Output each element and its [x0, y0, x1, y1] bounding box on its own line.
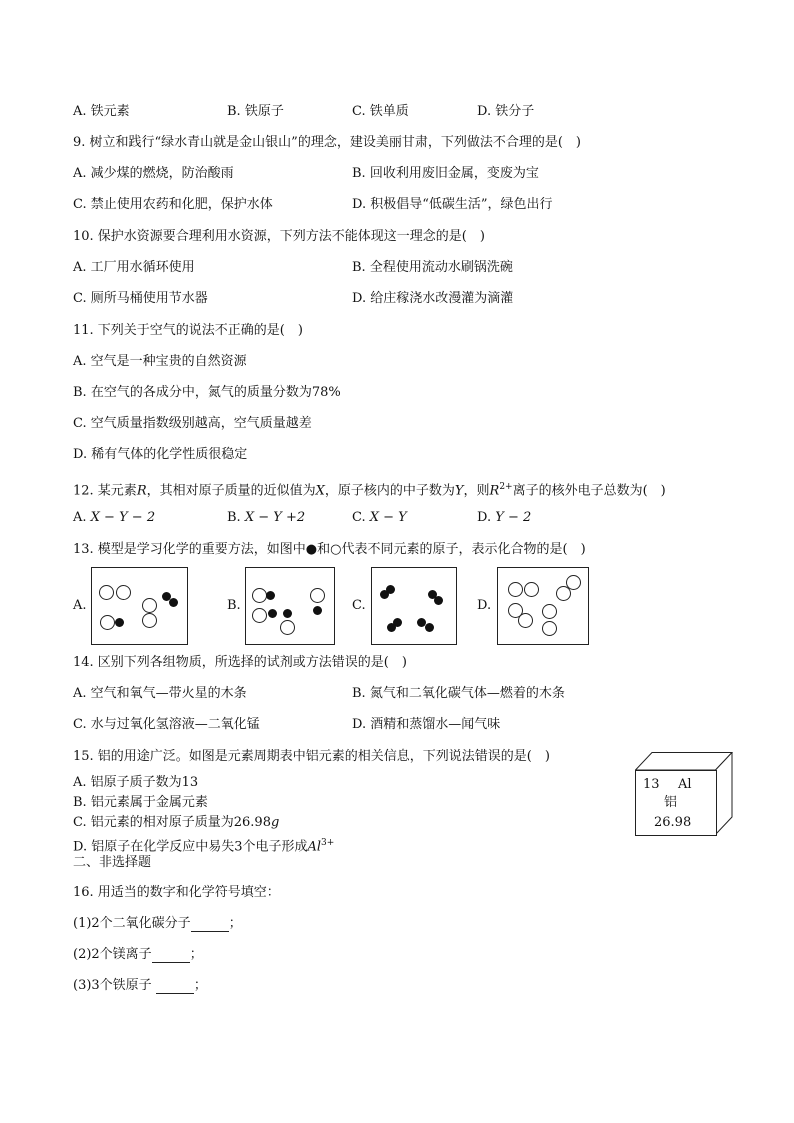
q11-stem: 11. 下列关于空气的说法不正确的是( ) [73, 323, 303, 338]
q16-part-2 [73, 947, 203, 963]
white-atom [280, 620, 295, 635]
q15-option-d-text: D. 铝原子在化学反应中易失3个电子形成 [73, 839, 308, 855]
q11-option-d: D. 稀有气体的化学性质很稳定 [73, 447, 248, 462]
q10-option-a: A. 工厂用水循环使用 [73, 260, 195, 275]
white-atom [142, 613, 157, 628]
q15-option-d-charge: 3+ [321, 838, 335, 848]
q16-part-2-text: (2)2个镁离子 [73, 947, 152, 962]
section-heading: 二、非选择题 [73, 855, 152, 870]
q9-stem: 9. 树立和践行“绿水青山就是金山银山”的理念，建设美丽甘肃，下列做法不合理的是( ) [73, 135, 581, 150]
q8-option-d: D. 铁分子 [477, 104, 535, 119]
q12-stem-mid3: ，则 [463, 483, 490, 499]
white-atom [518, 613, 533, 628]
white-atom [252, 588, 267, 603]
q12-option-c-expr: X − Y [369, 510, 407, 525]
q12-option-a [73, 510, 155, 526]
answer-blank[interactable] [156, 981, 194, 994]
black-atom [393, 618, 402, 627]
white-atom [142, 598, 157, 613]
black-atom [268, 609, 277, 618]
q8-option-c: C. 铁单质 [352, 104, 409, 119]
q12-ion-charge: 2+ [499, 482, 513, 492]
q14-option-a: A. 空气和氧气—带火星的木条 [73, 686, 247, 701]
element-number: 13 [643, 777, 660, 792]
q13-option-c-label: C. [352, 598, 366, 613]
q14-stem: 14. 区别下列各组物质，所选择的试剂或方法错误的是( ) [73, 655, 407, 670]
element-symbol: Al [678, 777, 692, 792]
q13-model-d [497, 567, 589, 645]
white-atom [542, 604, 557, 619]
white-atom [310, 588, 325, 603]
black-atom [425, 623, 434, 632]
white-atom [542, 621, 557, 636]
q9-option-c: C. 禁止使用农药和化肥，保护水体 [73, 197, 273, 212]
element-mass: 26.98 [654, 815, 692, 830]
black-atom [115, 618, 124, 627]
q12-option-c-label: C. [352, 510, 366, 525]
q11-option-b: B. 在空气的各成分中，氮气的质量分数为78% [73, 385, 341, 400]
q13-option-b-label: B. [227, 598, 241, 613]
q15-stem: 15. 铝的用途广泛。如图是元素周期表中铝元素的相关信息，下列说法错误的是( ) [73, 749, 550, 764]
q8-option-a: A. 铁元素 [73, 104, 130, 119]
q16-part-3 [73, 978, 207, 994]
q15-option-b: B. 铝元素属于金属元素 [73, 795, 208, 810]
q12-var-y: Y [454, 483, 464, 499]
q12-var-x: X [315, 483, 325, 499]
black-atom [434, 596, 443, 605]
q14-option-c: C. 水与过氧化氢溶液—二氧化锰 [73, 717, 260, 732]
q10-option-b: B. 全程使用流动水刷锅洗碗 [352, 260, 513, 275]
q15-option-d-ion: Al [307, 839, 322, 855]
q12-option-b-label: B. [227, 510, 241, 525]
q9-option-d: D. 积极倡导“低碳生活”，绿色出行 [352, 197, 553, 212]
q8-option-b: B. 铁原子 [227, 104, 284, 119]
q12-option-d-expr: Y − 2 [495, 510, 532, 525]
q15-option-c-unit: g [270, 815, 280, 830]
black-atom [386, 585, 395, 594]
q12-stem-mid1: ，其相对原子质量的近似值为 [146, 483, 316, 499]
element-tile-aluminum [635, 770, 717, 836]
white-atom [508, 582, 523, 597]
black-atom [266, 591, 275, 600]
white-atom [116, 585, 131, 600]
q12-stem [73, 479, 666, 499]
q12-ion-r: R [489, 483, 500, 499]
q14-option-d: D. 酒精和蒸馏水—闻气味 [352, 717, 501, 732]
q13-stem: 13. 模型是学习化学的重要方法，如图中●和○代表不同元素的原子，表示化合物的是( ) [73, 542, 586, 557]
q13-option-d-label: D. [477, 598, 492, 613]
q12-option-b-expr: X − Y +2 [244, 510, 306, 525]
q10-stem: 10. 保护水资源要合理利用水资源，下列方法不能体现这一理念的是( ) [73, 229, 485, 244]
q15-option-c-text: C. 铝元素的相对原子质量为26.98 [73, 815, 271, 830]
q13-model-c [371, 567, 457, 645]
answer-blank[interactable] [191, 919, 229, 932]
q12-option-d-label: D. [477, 510, 492, 525]
q13-model-a [91, 567, 188, 645]
white-atom [100, 615, 115, 630]
q16-part-3-text: (3)3个铁原子 [73, 978, 156, 993]
q9-option-b: B. 回收利用废旧金属，变废为宝 [352, 166, 539, 181]
white-atom [524, 582, 539, 597]
q10-option-d: D. 给庄稼浇水改漫灌为滴灌 [352, 291, 514, 306]
q15-option-c [73, 815, 279, 831]
q13-model-b [245, 567, 335, 645]
q11-option-c: C. 空气质量指数级别越高，空气质量越差 [73, 416, 312, 431]
white-atom [99, 585, 114, 600]
q16-part-3-end: ； [193, 978, 207, 993]
q16-part-1-end: ； [228, 916, 242, 931]
black-atom [169, 598, 178, 607]
q12-option-d [477, 510, 531, 526]
q12-stem-pre: 12. 某元素 [73, 483, 137, 499]
q16-part-1-text: (1)2个二氧化碳分子 [73, 916, 191, 931]
q9-option-a: A. 减少煤的燃烧，防治酸雨 [73, 166, 234, 181]
black-atom [313, 606, 322, 615]
q12-option-a-label: A. [73, 510, 87, 525]
q16-part-1 [73, 916, 242, 932]
q13-option-a-label: A. [73, 598, 87, 613]
q14-option-b: B. 氮气和二氧化碳气体—燃着的木条 [352, 686, 565, 701]
q15-option-a: A. 铝原子质子数为13 [73, 775, 199, 790]
black-atom [283, 609, 292, 618]
q12-var-r: R [136, 483, 147, 499]
q11-option-a: A. 空气是一种宝贵的自然资源 [73, 354, 247, 369]
q10-option-c: C. 厕所马桶使用节水器 [73, 291, 208, 306]
white-atom [556, 586, 571, 601]
q16-stem: 16. 用适当的数字和化学符号填空： [73, 885, 280, 900]
q12-option-a-expr: X − Y − 2 [90, 510, 156, 525]
q12-option-c [352, 510, 407, 526]
q12-stem-post: 离子的核外电子总数为( ) [512, 483, 666, 499]
q16-part-2-end: ； [189, 947, 203, 962]
white-atom [252, 608, 267, 623]
answer-blank[interactable] [152, 950, 190, 963]
q12-option-b [227, 510, 305, 526]
element-name: 铝 [664, 795, 678, 810]
q12-stem-mid2: ，原子核内的中子数为 [324, 483, 455, 499]
q15-option-d [73, 835, 334, 855]
